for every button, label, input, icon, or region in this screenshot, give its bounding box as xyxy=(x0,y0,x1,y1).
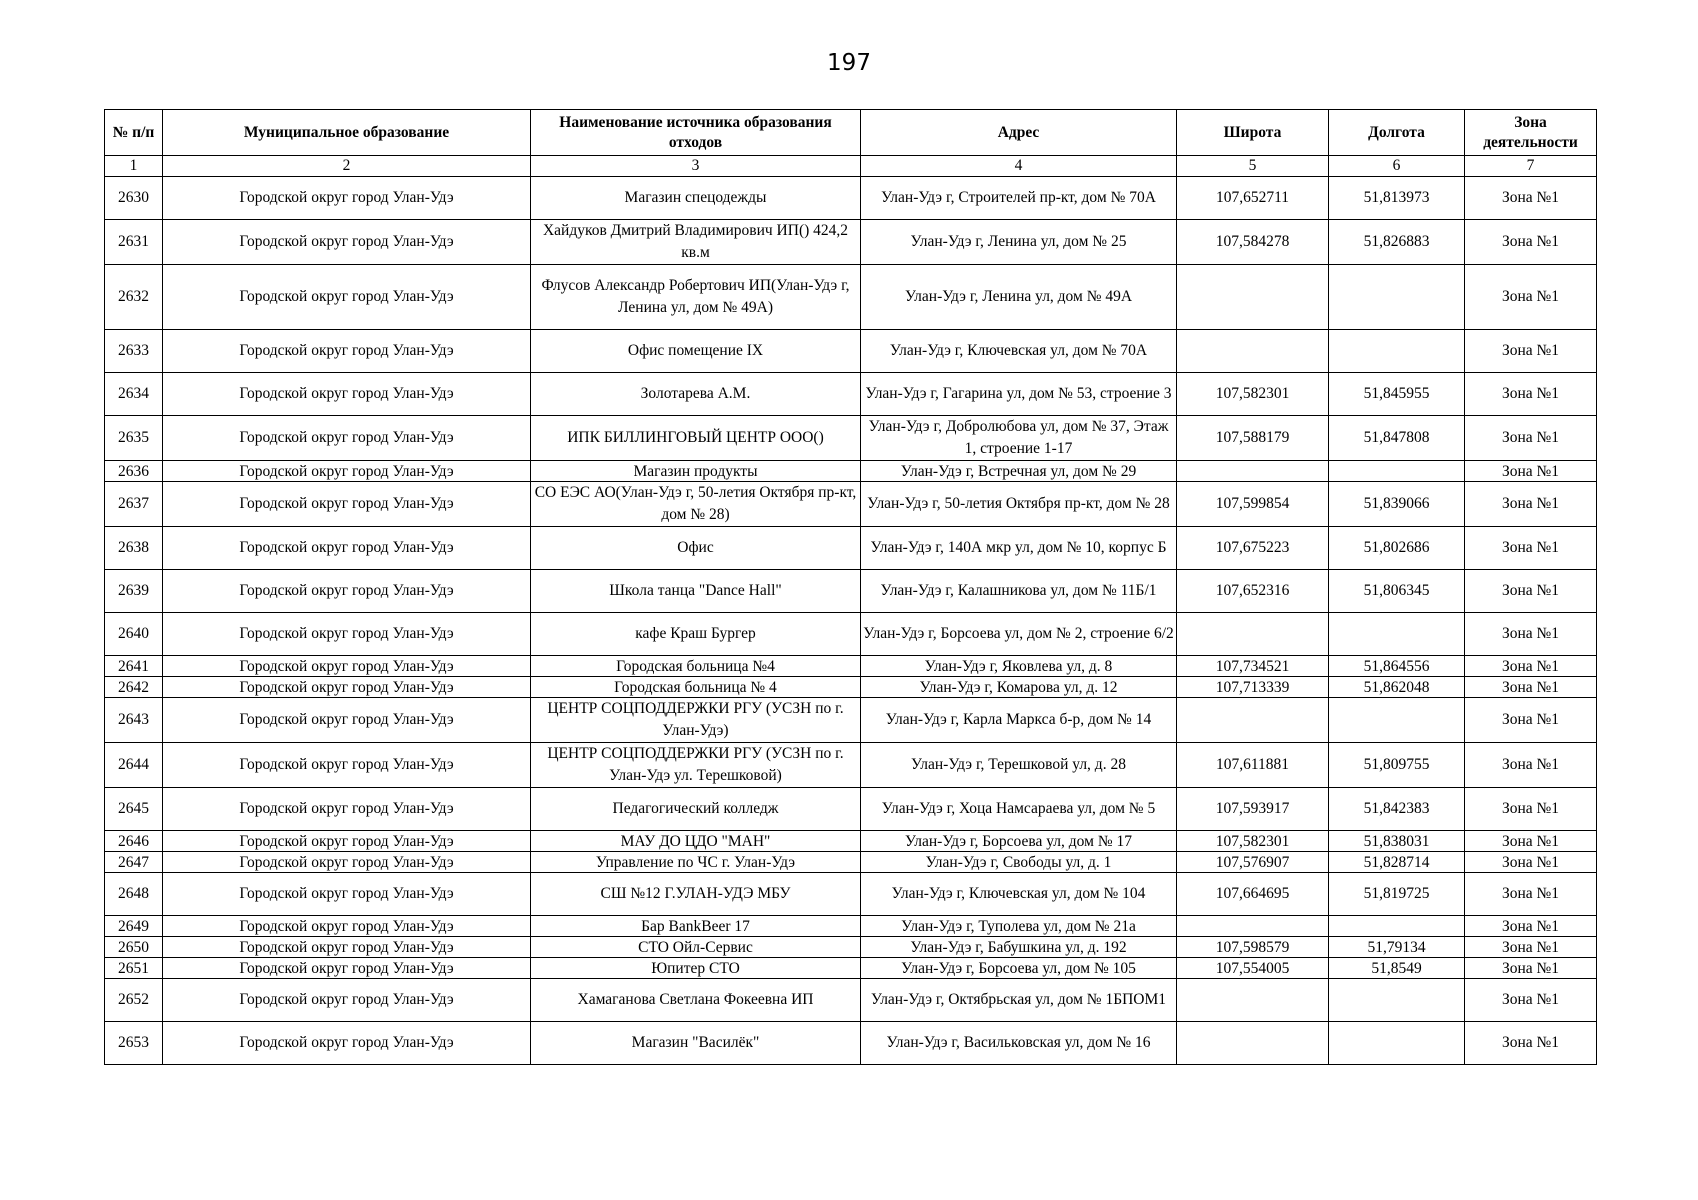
cell-number: 2639 xyxy=(105,570,163,613)
cell-address: Улан-Удэ г, Борсоева ул, дом № 17 xyxy=(861,831,1177,852)
cell-longitude: 51,839066 xyxy=(1329,482,1465,527)
table-row xyxy=(105,831,1597,852)
cell-source: Золотарева А.М. xyxy=(531,373,861,416)
cell-source: Офис xyxy=(531,527,861,570)
cell-longitude: 51,826883 xyxy=(1329,220,1465,265)
cell-latitude xyxy=(1177,461,1329,482)
cell-latitude: 107,599854 xyxy=(1177,482,1329,527)
table-row xyxy=(105,937,1597,958)
cell-zone: Зона №1 xyxy=(1465,265,1597,330)
col-number: 2 xyxy=(163,156,531,177)
cell-municipality: Городской округ город Улан-Удэ xyxy=(163,373,531,416)
cell-source: Педагогический колледж xyxy=(531,788,861,831)
cell-latitude: 107,593917 xyxy=(1177,788,1329,831)
table-row xyxy=(105,677,1597,698)
cell-latitude: 107,582301 xyxy=(1177,373,1329,416)
cell-municipality: Городской округ город Улан-Удэ xyxy=(163,656,531,677)
cell-address: Улан-Удэ г, Строителей пр-кт, дом № 70А xyxy=(861,177,1177,220)
cell-zone: Зона №1 xyxy=(1465,916,1597,937)
cell-longitude: 51,828714 xyxy=(1329,852,1465,873)
cell-zone: Зона №1 xyxy=(1465,788,1597,831)
cell-source: Флусов Александр Робертович ИП(Улан-Удэ г, Ленина ул, дом № 49А) xyxy=(531,265,861,330)
cell-municipality: Городской округ город Улан-Удэ xyxy=(163,177,531,220)
table-row xyxy=(105,265,1597,330)
cell-zone: Зона №1 xyxy=(1465,937,1597,958)
table-row xyxy=(105,743,1597,788)
cell-number: 2640 xyxy=(105,613,163,656)
cell-address: Улан-Удэ г, Васильковская ул, дом № 16 xyxy=(861,1022,1177,1065)
cell-municipality: Городской округ город Улан-Удэ xyxy=(163,958,531,979)
cell-number: 2641 xyxy=(105,656,163,677)
col-number: 3 xyxy=(531,156,861,177)
cell-longitude: 51,802686 xyxy=(1329,527,1465,570)
cell-source: Городская больница № 4 xyxy=(531,677,861,698)
cell-latitude: 107,582301 xyxy=(1177,831,1329,852)
table-row xyxy=(105,1022,1597,1065)
cell-source: ИПК БИЛЛИНГОВЫЙ ЦЕНТР ООО() xyxy=(531,416,861,461)
cell-address: Улан-Удэ г, Карла Маркса б-р, дом № 14 xyxy=(861,698,1177,743)
cell-municipality: Городской округ город Улан-Удэ xyxy=(163,677,531,698)
cell-longitude: 51,79134 xyxy=(1329,937,1465,958)
cell-number: 2634 xyxy=(105,373,163,416)
cell-longitude: 51,845955 xyxy=(1329,373,1465,416)
cell-longitude: 51,862048 xyxy=(1329,677,1465,698)
cell-zone: Зона №1 xyxy=(1465,852,1597,873)
col-number: 6 xyxy=(1329,156,1465,177)
cell-number: 2649 xyxy=(105,916,163,937)
cell-longitude: 51,8549 xyxy=(1329,958,1465,979)
cell-longitude xyxy=(1329,613,1465,656)
cell-number: 2651 xyxy=(105,958,163,979)
cell-municipality: Городской округ город Улан-Удэ xyxy=(163,937,531,958)
table-row xyxy=(105,656,1597,677)
cell-address: Улан-Удэ г, Ленина ул, дом № 25 xyxy=(861,220,1177,265)
cell-zone: Зона №1 xyxy=(1465,177,1597,220)
cell-zone: Зона №1 xyxy=(1465,527,1597,570)
cell-zone: Зона №1 xyxy=(1465,570,1597,613)
table-row xyxy=(105,220,1597,265)
waste-sources-table xyxy=(104,109,1597,1065)
cell-address: Улан-Удэ г, Гагарина ул, дом № 53, строение 3 xyxy=(861,373,1177,416)
table-row xyxy=(105,461,1597,482)
cell-number: 2642 xyxy=(105,677,163,698)
cell-source: Школа танца "Dance Hall" xyxy=(531,570,861,613)
table-row xyxy=(105,613,1597,656)
cell-address: Улан-Удэ г, Комарова ул, д. 12 xyxy=(861,677,1177,698)
cell-address: Улан-Удэ г, 50-летия Октября пр-кт, дом № 28 xyxy=(861,482,1177,527)
cell-zone: Зона №1 xyxy=(1465,831,1597,852)
cell-source: Юпитер СТО xyxy=(531,958,861,979)
cell-latitude: 107,598579 xyxy=(1177,937,1329,958)
cell-address: Улан-Удэ г, Ключевская ул, дом № 70А xyxy=(861,330,1177,373)
cell-municipality: Городской округ город Улан-Удэ xyxy=(163,330,531,373)
cell-zone: Зона №1 xyxy=(1465,873,1597,916)
cell-number: 2653 xyxy=(105,1022,163,1065)
cell-address: Улан-Удэ г, Терешковой ул, д. 28 xyxy=(861,743,1177,788)
cell-number: 2632 xyxy=(105,265,163,330)
table-row xyxy=(105,852,1597,873)
cell-latitude: 107,588179 xyxy=(1177,416,1329,461)
col-header-municipality: Муниципальное образование xyxy=(163,110,531,156)
cell-source: кафе Краш Бургер xyxy=(531,613,861,656)
cell-municipality: Городской округ город Улан-Удэ xyxy=(163,873,531,916)
table-row xyxy=(105,916,1597,937)
cell-source: ЦЕНТР СОЦПОДДЕРЖКИ РГУ (УСЗН по г. Улан-Удэ ул. Терешковой) xyxy=(531,743,861,788)
cell-longitude: 51,847808 xyxy=(1329,416,1465,461)
cell-address: Улан-Удэ г, Туполева ул, дом № 21а xyxy=(861,916,1177,937)
cell-longitude: 51,838031 xyxy=(1329,831,1465,852)
table-row xyxy=(105,698,1597,743)
cell-municipality: Городской округ город Улан-Удэ xyxy=(163,482,531,527)
cell-number: 2647 xyxy=(105,852,163,873)
cell-latitude xyxy=(1177,1022,1329,1065)
cell-address: Улан-Удэ г, Бабушкина ул, д. 192 xyxy=(861,937,1177,958)
cell-municipality: Городской округ город Улан-Удэ xyxy=(163,1022,531,1065)
cell-number: 2631 xyxy=(105,220,163,265)
cell-zone: Зона №1 xyxy=(1465,482,1597,527)
cell-number: 2645 xyxy=(105,788,163,831)
cell-latitude xyxy=(1177,265,1329,330)
cell-zone: Зона №1 xyxy=(1465,373,1597,416)
cell-number: 2650 xyxy=(105,937,163,958)
cell-longitude: 51,806345 xyxy=(1329,570,1465,613)
table-row xyxy=(105,330,1597,373)
cell-number: 2630 xyxy=(105,177,163,220)
cell-zone: Зона №1 xyxy=(1465,220,1597,265)
cell-number: 2648 xyxy=(105,873,163,916)
cell-longitude xyxy=(1329,916,1465,937)
cell-zone: Зона №1 xyxy=(1465,613,1597,656)
cell-address: Улан-Удэ г, Добролюбова ул, дом № 37, Этаж 1, строение 1-17 xyxy=(861,416,1177,461)
cell-address: Улан-Удэ г, Хоца Намсараева ул, дом № 5 xyxy=(861,788,1177,831)
col-header-zone: Зона деятельности xyxy=(1465,110,1597,156)
cell-longitude xyxy=(1329,265,1465,330)
cell-number: 2638 xyxy=(105,527,163,570)
cell-address: Улан-Удэ г, 140А мкр ул, дом № 10, корпус Б xyxy=(861,527,1177,570)
cell-zone: Зона №1 xyxy=(1465,958,1597,979)
col-header-number: № п/п xyxy=(105,110,163,156)
table-row xyxy=(105,527,1597,570)
cell-source: Офис помещение IX xyxy=(531,330,861,373)
cell-municipality: Городской округ город Улан-Удэ xyxy=(163,570,531,613)
cell-zone: Зона №1 xyxy=(1465,677,1597,698)
cell-municipality: Городской округ город Улан-Удэ xyxy=(163,698,531,743)
cell-longitude: 51,842383 xyxy=(1329,788,1465,831)
cell-municipality: Городской округ город Улан-Удэ xyxy=(163,527,531,570)
cell-longitude xyxy=(1329,461,1465,482)
cell-source: СТО Ойл-Сервис xyxy=(531,937,861,958)
col-header-source: Наименование источника образования отходов xyxy=(531,110,861,156)
cell-longitude xyxy=(1329,330,1465,373)
cell-latitude xyxy=(1177,698,1329,743)
cell-latitude: 107,584278 xyxy=(1177,220,1329,265)
cell-address: Улан-Удэ г, Борсоева ул, дом № 105 xyxy=(861,958,1177,979)
cell-longitude xyxy=(1329,1022,1465,1065)
cell-longitude: 51,809755 xyxy=(1329,743,1465,788)
col-header-latitude: Широта xyxy=(1177,110,1329,156)
cell-latitude xyxy=(1177,613,1329,656)
cell-municipality: Городской округ город Улан-Удэ xyxy=(163,852,531,873)
table-row xyxy=(105,373,1597,416)
cell-longitude xyxy=(1329,979,1465,1022)
cell-zone: Зона №1 xyxy=(1465,416,1597,461)
cell-number: 2636 xyxy=(105,461,163,482)
cell-latitude: 107,576907 xyxy=(1177,852,1329,873)
cell-municipality: Городской округ город Улан-Удэ xyxy=(163,265,531,330)
cell-zone: Зона №1 xyxy=(1465,656,1597,677)
cell-municipality: Городской округ город Улан-Удэ xyxy=(163,416,531,461)
cell-number: 2633 xyxy=(105,330,163,373)
cell-number: 2644 xyxy=(105,743,163,788)
cell-number: 2646 xyxy=(105,831,163,852)
cell-source: СШ №12 Г.УЛАН-УДЭ МБУ xyxy=(531,873,861,916)
header-row xyxy=(105,110,1597,156)
cell-address: Улан-Удэ г, Свободы ул, д. 1 xyxy=(861,852,1177,873)
cell-latitude: 107,611881 xyxy=(1177,743,1329,788)
cell-latitude: 107,675223 xyxy=(1177,527,1329,570)
column-number-row xyxy=(105,156,1597,177)
cell-address: Улан-Удэ г, Октябрьская ул, дом № 1БПОМ1 xyxy=(861,979,1177,1022)
cell-latitude: 107,734521 xyxy=(1177,656,1329,677)
table-row xyxy=(105,570,1597,613)
cell-address: Улан-Удэ г, Борсоева ул, дом № 2, строение 6/2 xyxy=(861,613,1177,656)
cell-source: Магазин продукты xyxy=(531,461,861,482)
cell-zone: Зона №1 xyxy=(1465,979,1597,1022)
cell-address: Улан-Удэ г, Яковлева ул, д. 8 xyxy=(861,656,1177,677)
cell-latitude xyxy=(1177,916,1329,937)
cell-zone: Зона №1 xyxy=(1465,743,1597,788)
page-number: 197 xyxy=(827,50,871,76)
cell-number: 2635 xyxy=(105,416,163,461)
cell-zone: Зона №1 xyxy=(1465,330,1597,373)
cell-source: Хайдуков Дмитрий Владимирович ИП() 424,2 кв.м xyxy=(531,220,861,265)
cell-longitude: 51,864556 xyxy=(1329,656,1465,677)
cell-source: Магазин "Василёк" xyxy=(531,1022,861,1065)
cell-latitude xyxy=(1177,979,1329,1022)
cell-longitude: 51,819725 xyxy=(1329,873,1465,916)
cell-number: 2643 xyxy=(105,698,163,743)
table-row xyxy=(105,482,1597,527)
cell-address: Улан-Удэ г, Ключевская ул, дом № 104 xyxy=(861,873,1177,916)
cell-municipality: Городской округ город Улан-Удэ xyxy=(163,979,531,1022)
col-number: 1 xyxy=(105,156,163,177)
cell-municipality: Городской округ город Улан-Удэ xyxy=(163,916,531,937)
col-header-address: Адрес xyxy=(861,110,1177,156)
cell-address: Улан-Удэ г, Встречная ул, дом № 29 xyxy=(861,461,1177,482)
col-header-longitude: Долгота xyxy=(1329,110,1465,156)
cell-source: Управление по ЧС г. Улан-Удэ xyxy=(531,852,861,873)
cell-latitude: 107,652711 xyxy=(1177,177,1329,220)
cell-municipality: Городской округ город Улан-Удэ xyxy=(163,831,531,852)
cell-municipality: Городской округ город Улан-Удэ xyxy=(163,788,531,831)
table-row xyxy=(105,416,1597,461)
cell-latitude: 107,652316 xyxy=(1177,570,1329,613)
cell-source: СО ЕЭС АО(Улан-Удэ г, 50-летия Октября пр-кт, дом № 28) xyxy=(531,482,861,527)
cell-zone: Зона №1 xyxy=(1465,461,1597,482)
cell-address: Улан-Удэ г, Ленина ул, дом № 49А xyxy=(861,265,1177,330)
cell-address: Улан-Удэ г, Калашникова ул, дом № 11Б/1 xyxy=(861,570,1177,613)
cell-latitude: 107,664695 xyxy=(1177,873,1329,916)
col-number: 4 xyxy=(861,156,1177,177)
cell-municipality: Городской округ город Улан-Удэ xyxy=(163,461,531,482)
col-number: 5 xyxy=(1177,156,1329,177)
cell-source: Городская больница №4 xyxy=(531,656,861,677)
table-row xyxy=(105,788,1597,831)
cell-municipality: Городской округ город Улан-Удэ xyxy=(163,220,531,265)
cell-longitude: 51,813973 xyxy=(1329,177,1465,220)
cell-source: МАУ ДО ЦДО "МАН" xyxy=(531,831,861,852)
cell-latitude: 107,713339 xyxy=(1177,677,1329,698)
cell-source: Магазин спецодежды xyxy=(531,177,861,220)
cell-municipality: Городской округ город Улан-Удэ xyxy=(163,613,531,656)
cell-zone: Зона №1 xyxy=(1465,698,1597,743)
cell-source: Хамаганова Светлана Фокеевна ИП xyxy=(531,979,861,1022)
cell-number: 2637 xyxy=(105,482,163,527)
cell-source: ЦЕНТР СОЦПОДДЕРЖКИ РГУ (УСЗН по г. Улан-Удэ) xyxy=(531,698,861,743)
cell-zone: Зона №1 xyxy=(1465,1022,1597,1065)
cell-latitude xyxy=(1177,330,1329,373)
cell-number: 2652 xyxy=(105,979,163,1022)
table-row xyxy=(105,873,1597,916)
table-row xyxy=(105,958,1597,979)
table-row xyxy=(105,177,1597,220)
table-row xyxy=(105,979,1597,1022)
cell-longitude xyxy=(1329,698,1465,743)
cell-source: Бар BankBeer 17 xyxy=(531,916,861,937)
cell-latitude: 107,554005 xyxy=(1177,958,1329,979)
col-number: 7 xyxy=(1465,156,1597,177)
cell-municipality: Городской округ город Улан-Удэ xyxy=(163,743,531,788)
